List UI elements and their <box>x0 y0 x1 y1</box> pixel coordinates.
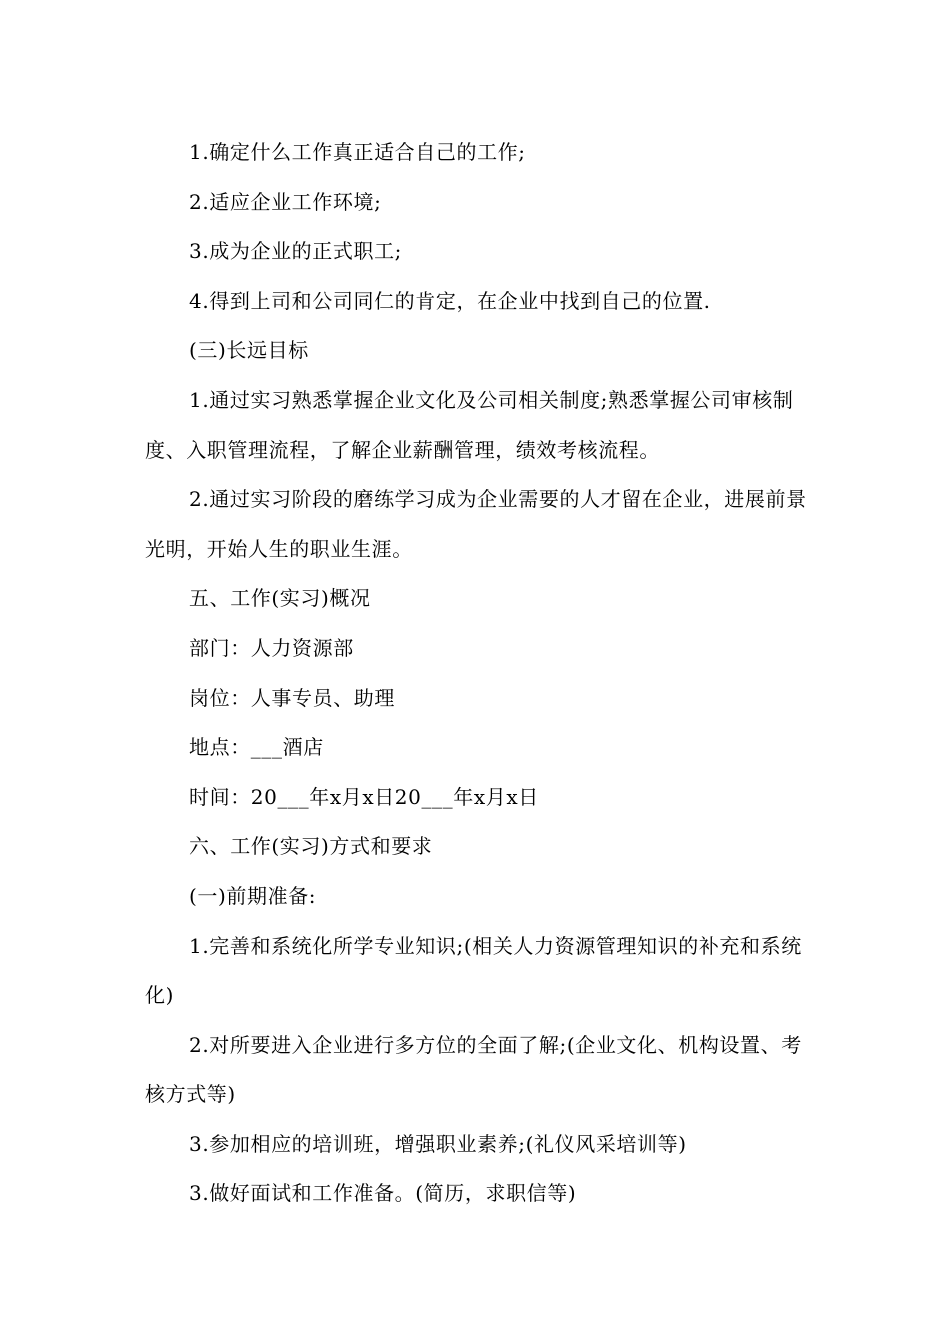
paragraph-prep-2: 2.对所要进入企业进行多方位的全面了解;(企业文化、机构设置、考核方式等) <box>145 1032 802 1107</box>
document-body <box>145 128 809 1219</box>
section-heading-method: 六、工作(实习)方式和要求 <box>189 834 433 859</box>
paragraph-prep-3: 3.参加相应的培训班，增强职业素养;(礼仪风采培训等) <box>189 1131 687 1156</box>
field-department: 部门：人力资源部 <box>189 635 354 660</box>
paragraph-prep-1: 1.完善和系统化所学专业知识;(相关人力资源管理知识的补充和系统化) <box>145 933 802 1008</box>
paragraph-long-term-2: 2.通过实习阶段的磨练学习成为企业需要的人才留在企业，进展前景光明，开始人生的职业生涯。 <box>145 487 807 561</box>
paragraph-prep-4: 3.做好面试和工作准备。(简历，求职信等) <box>189 1181 577 1206</box>
paragraph-goal-1: 1.确定什么工作真正适合自己的工作; <box>189 140 526 164</box>
section-heading-overview: 五、工作(实习)概况 <box>189 586 371 611</box>
paragraph-goal-2: 2.适应企业工作环境; <box>189 189 382 214</box>
field-position: 岗位：人事专员、助理 <box>189 685 395 710</box>
field-location: 地点：___酒店 <box>189 735 324 760</box>
section-heading-long-term: (三)长远目标 <box>189 338 309 363</box>
field-time: 时间：20___年x月x日20___年x月x日 <box>189 784 539 809</box>
paragraph-long-term-1: 1.通过实习熟悉掌握企业文化及公司相关制度;熟悉掌握公司审核制度、入职管理流程，了解企业薪酬管理，绩效考核流程。 <box>145 387 794 462</box>
subheading-preparation: (一)前期准备: <box>189 883 317 908</box>
paragraph-goal-3: 3.成为企业的正式职工; <box>189 239 403 264</box>
paragraph-goal-4: 4.得到上司和公司同仁的肯定，在企业中找到自己的位置. <box>189 288 711 313</box>
